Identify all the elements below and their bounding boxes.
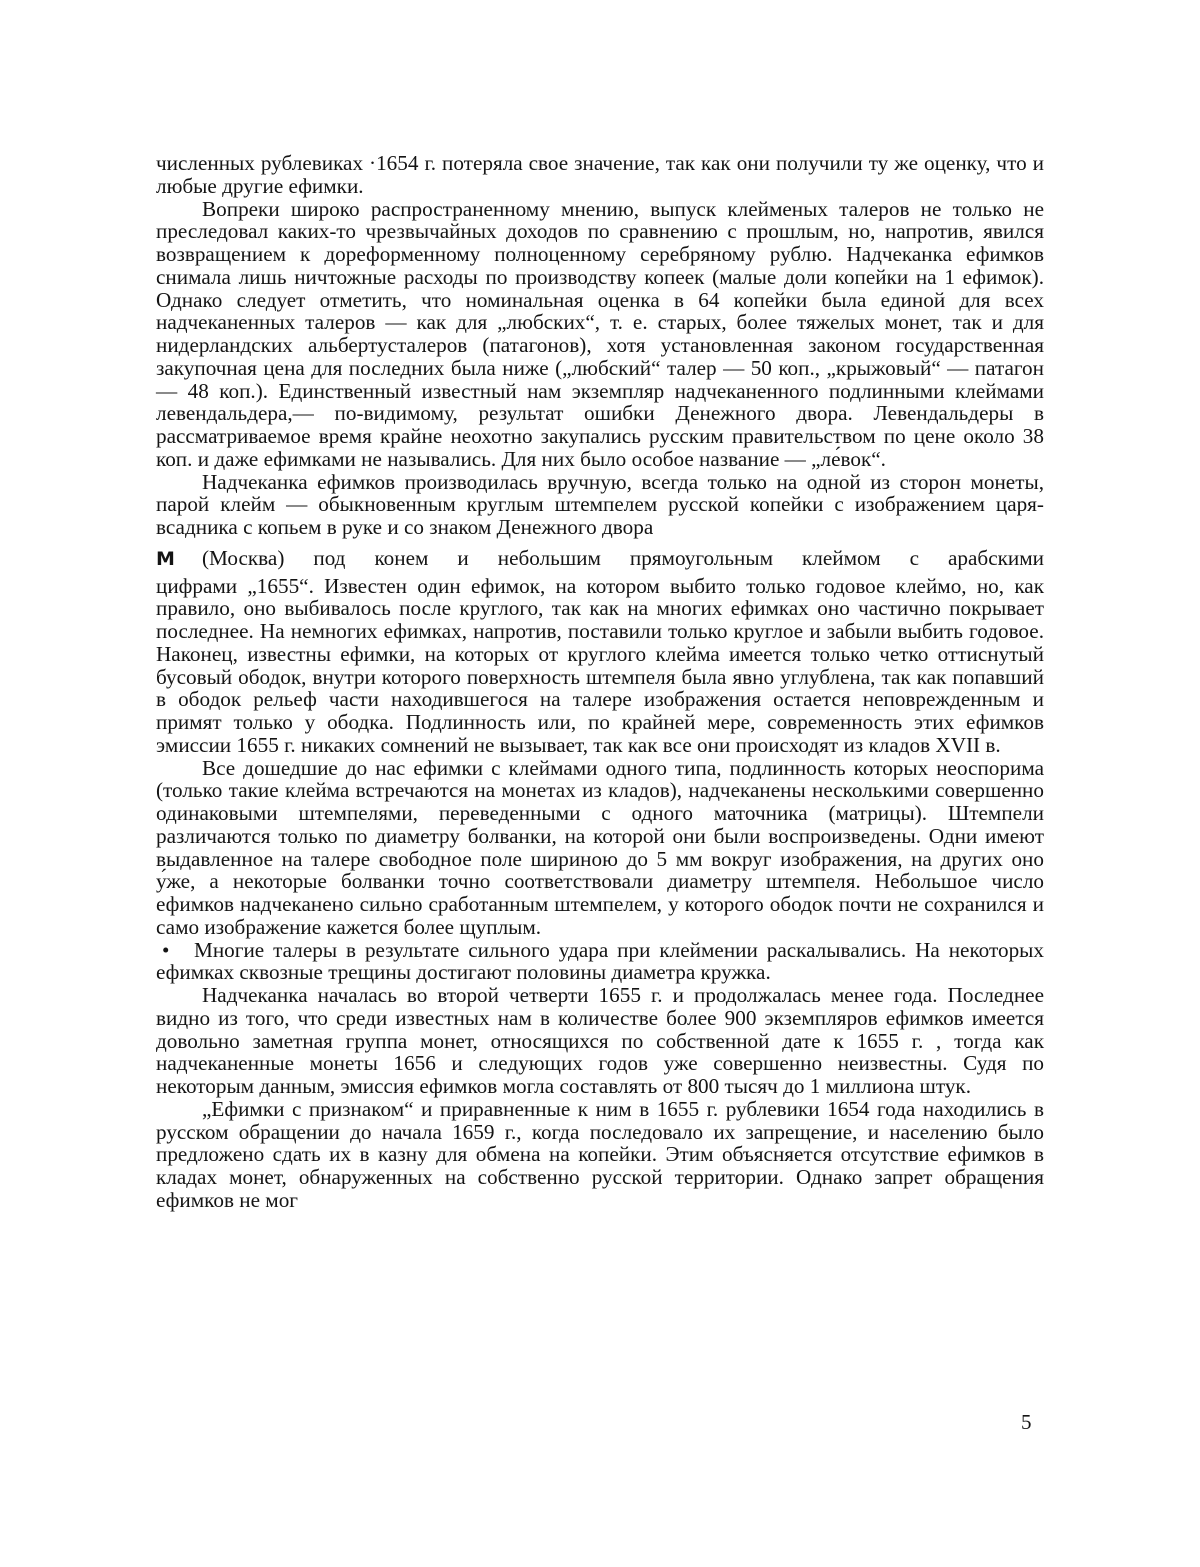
paragraph-7: „Ефимки с признаком“ и приравненные к ним в 1655 г. рублевики 1654 года находились в русском обращении до начала 1659 г., когда последовало их запрещение, и населению было предложено сдать их в казну для обмена на копейки. Этим объясняется отсутствие ефимков в кладах монет, обнаруженных на собственно русской территории. Однако запрет обращения ефимков не мог	[156, 1096, 1044, 1212]
paragraph-6: Надчеканка началась во второй четверти 1655 г. и продолжалась менее года. Последнее видно из того, что среди известных нам в количестве более 900 экземпляров ефимков имеется довольно заметная группа монет, относящихся по собственной дате к 1655 г. , тогда как надчеканенные монеты 1656 и следующих годов уже совершенно неизвестны. Судя по некоторым данным, эмиссия ефимков могла составлять от 800 тысяч до 1 миллиона штук.	[156, 983, 1044, 1098]
mint-mark-line	[156, 547, 1044, 571]
paragraph-3: Надчеканка ефимков производилась вручную, всегда только на одной из сторон монеты, парой клейм — обыкновенным круглым штемпелем русской копейки с изображением царя-всадника с копьем в руке и со знаком Денежного двора	[156, 469, 1044, 539]
bullet-icon: •	[162, 937, 170, 962]
page-number: 5	[1021, 1410, 1032, 1434]
paragraph-1: численных рублевиках ·1654 г. потеряла свое значение, так как они получили ту же оценку, что и любые другие ефимки.	[156, 151, 1044, 198]
paragraph-5-text: Многие талеры в результате сильного удара при клеймении раскалывались. На некоторых ефимках сквозные трещины достигают половины диаметра кружка.	[156, 937, 1044, 985]
mint-mark-line-text: (Москва) под конем и небольшим прямоугольным клеймом с арабскими	[202, 545, 1044, 570]
paragraph-2: Вопреки широко распространенному мнению, выпуск клейменых талеров не только не преследовал каких-то чрезвычайных доходов по сравнению с прошлым, но, напротив, явился возвращением к дореформенному полноценному серебряному рублю. Надчеканка ефимков снимала лишь ничтожные расходы по производству копеек (малые доли копейки на 1 ефимок). Однако следует отметить, что номинальная оценка в 64 копейки была единой для всех надчеканенных талеров — как для „любских“, т. е. старых, более тяжелых монет, так и для нидерландских альбертусталеров (патагонов), хотя установленная законом государственная закупочная цена для последних была ниже („любский“ талер — 50 коп., „крыжовый“ — патагон — 48 коп.). Единственный известный нам экземпляр надчеканенного подлинными клеймами левендальдера,— по-видимому, результат ошибки Денежного двора. Левендальдеры в рассматриваемое время крайне неохотно закупались русским правительством по цене около 38 коп. и даже ефимками не назывались. Для них было особое название — „ле́вок“.	[156, 196, 1044, 471]
moscow-mint-mark-icon: M	[156, 547, 175, 570]
page-body	[156, 152, 1044, 1212]
paragraph-5	[156, 939, 1044, 985]
paragraph-4: Все дошедшие до нас ефимки с клеймами одного типа, подлинность которых неоспорима (только такие клейма встречаются на монетах из кладов), надчеканены несколькими совершенно одинаковыми штемпелями, переведенными с одного маточника (матрицы). Штемпели различаются только по диаметру болванки, на которой они были воспроизведены. Одни имеют выдавленное на талере свободное поле шириною до 5 мм вокруг изображения, на других оно у́же, а некоторые болванки точно соответствовали диаметру штемпеля. Небольшое число ефимков надчеканено сильно сработанным штемпелем, у которого ободок почти не сохранился и само изображение кажется более щуплым.	[156, 755, 1044, 939]
paragraph-3-continued: цифрами „1655“. Известен один ефимок, на котором выбито только годовое клеймо, но, как правило, оно выбивалось после круглого, так как на многих ефимках оно частично покрывает последнее. На немногих ефимках, напротив, поставили только круглое и забыли выбить годовое. Наконец, известны ефимки, на которых от круглого клейма имеется только четко оттиснутый бусовый ободок, внутри которого поверхность штемпеля была явно углублена, так как попавший в ободок рельеф части находившегося на талере изображения остается неповрежденным и примят только у ободка. Подлинность или, по крайней мере, современность этих ефимков эмиссии 1655 г. никаких сомнений не вызывает, так как все они происходят из кладов XVII в.	[156, 573, 1044, 757]
